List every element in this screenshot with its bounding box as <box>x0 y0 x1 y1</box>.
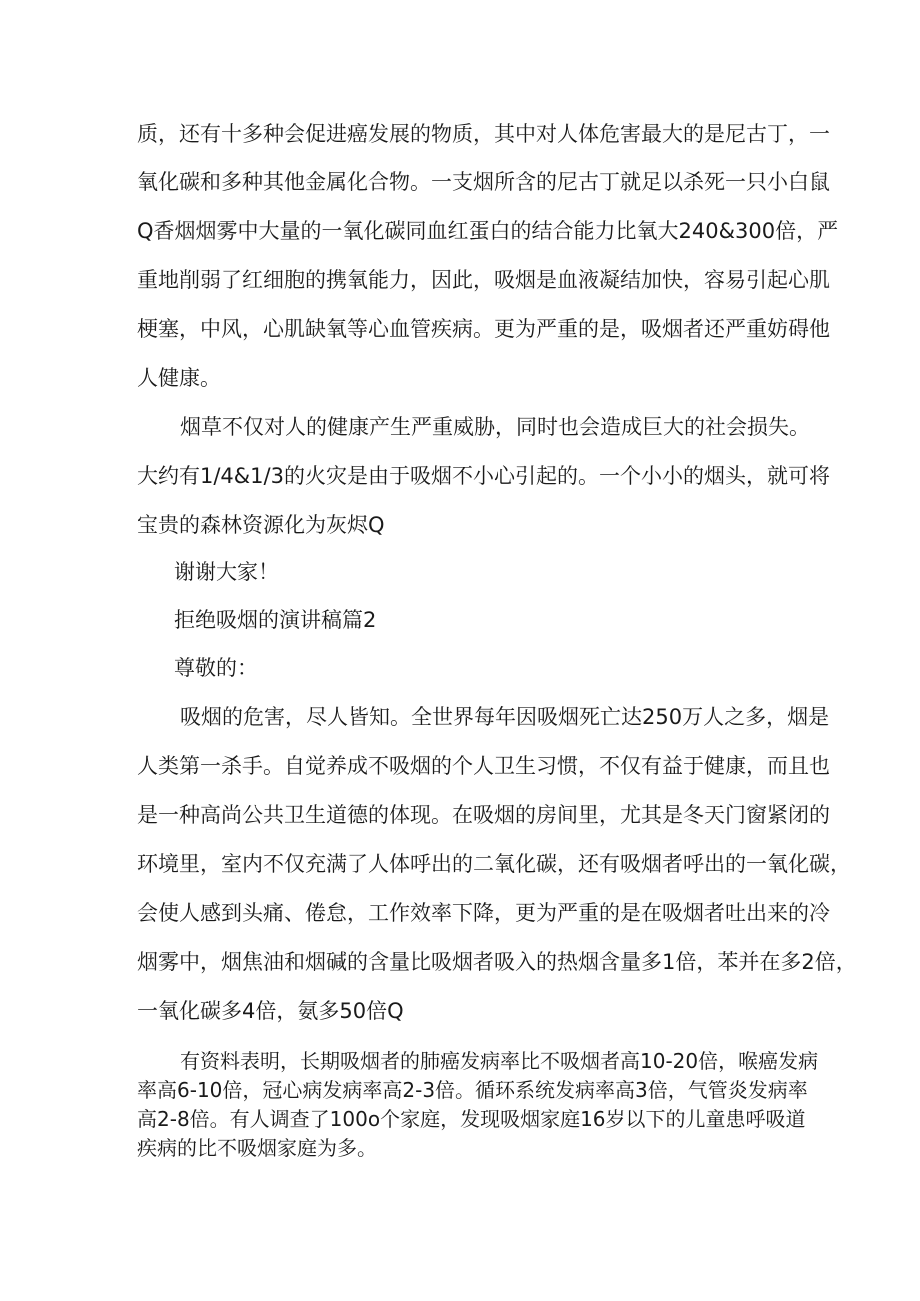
text-line: 烟雾中，烟焦油和烟碱的含量比吸烟者吸入的热烟含量多1倍，苯并在多2倍， <box>137 950 857 974</box>
text-line: 烟草不仅对人的健康产生严重威胁，同时也会造成巨大的社会损失。 <box>180 415 810 439</box>
text-line: 高2-8倍。有人调查了100o个家庭，发现吸烟家庭16岁以下的儿童患呼吸道 <box>137 1107 806 1131</box>
text-line: 环境里，室内不仅充满了人体呼出的二氧化碳，还有吸烟者呼出的一氧化碳， <box>137 852 851 876</box>
text-line: 会使人感到头痛、倦怠，工作效率下降，更为严重的是在吸烟者吐出来的冷 <box>137 901 830 925</box>
text-line: 人类第一杀手。自觉养成不吸烟的个人卫生习惯，不仅有益于健康，而且也 <box>137 754 830 778</box>
thanks-line: 谢谢大家！ <box>174 560 279 584</box>
salutation: 尊敬的： <box>174 656 258 680</box>
text-line: 率高6-10倍，冠心病发病率高2-3倍。循环系统发病率高3倍，气管炎发病率 <box>137 1078 808 1102</box>
text-line: 吸烟的危害，尽人皆知。全世界每年因吸烟死亡达250万人之多，烟是 <box>180 705 830 729</box>
text-line: Q香烟烟雾中大量的一氧化碳同血红蛋白的结合能力比氧大240&300倍，严 <box>137 219 839 243</box>
text-line: 人健康。 <box>137 366 221 390</box>
text-line: 有资料表明，长期吸烟者的肺癌发病率比不吸烟者高10-20倍，喉癌发病 <box>180 1049 819 1073</box>
text-line: 一氧化碳多4倍，氨多50倍Q <box>137 999 404 1023</box>
text-line: 宝贵的森林资源化为灰烬Q <box>137 513 385 537</box>
text-line: 疾病的比不吸烟家庭为多。 <box>137 1136 377 1160</box>
text-line: 氧化碳和多种其他金属化合物。一支烟所含的尼古丁就足以杀死一只小白鼠 <box>137 170 830 194</box>
section-title: 拒绝吸烟的演讲稿篇2 <box>174 608 377 632</box>
text-line: 质，还有十多种会促进癌发展的物质，其中对人体危害最大的是尼古丁，一 <box>137 122 830 146</box>
text-line: 梗塞，中风，心肌缺氧等心血管疾病。更为严重的是，吸烟者还严重妨碍他 <box>137 317 830 341</box>
text-line: 大约有1/4&1/3的火灾是由于吸烟不小心引起的。一个小小的烟头，就可将 <box>137 464 830 488</box>
text-line: 重地削弱了红细胞的携氧能力，因此，吸烟是血液凝结加快，容易引起心肌 <box>137 268 830 292</box>
text-line: 是一种高尚公共卫生道德的体现。在吸烟的房间里，尤其是冬天门窗紧闭的 <box>137 803 830 827</box>
